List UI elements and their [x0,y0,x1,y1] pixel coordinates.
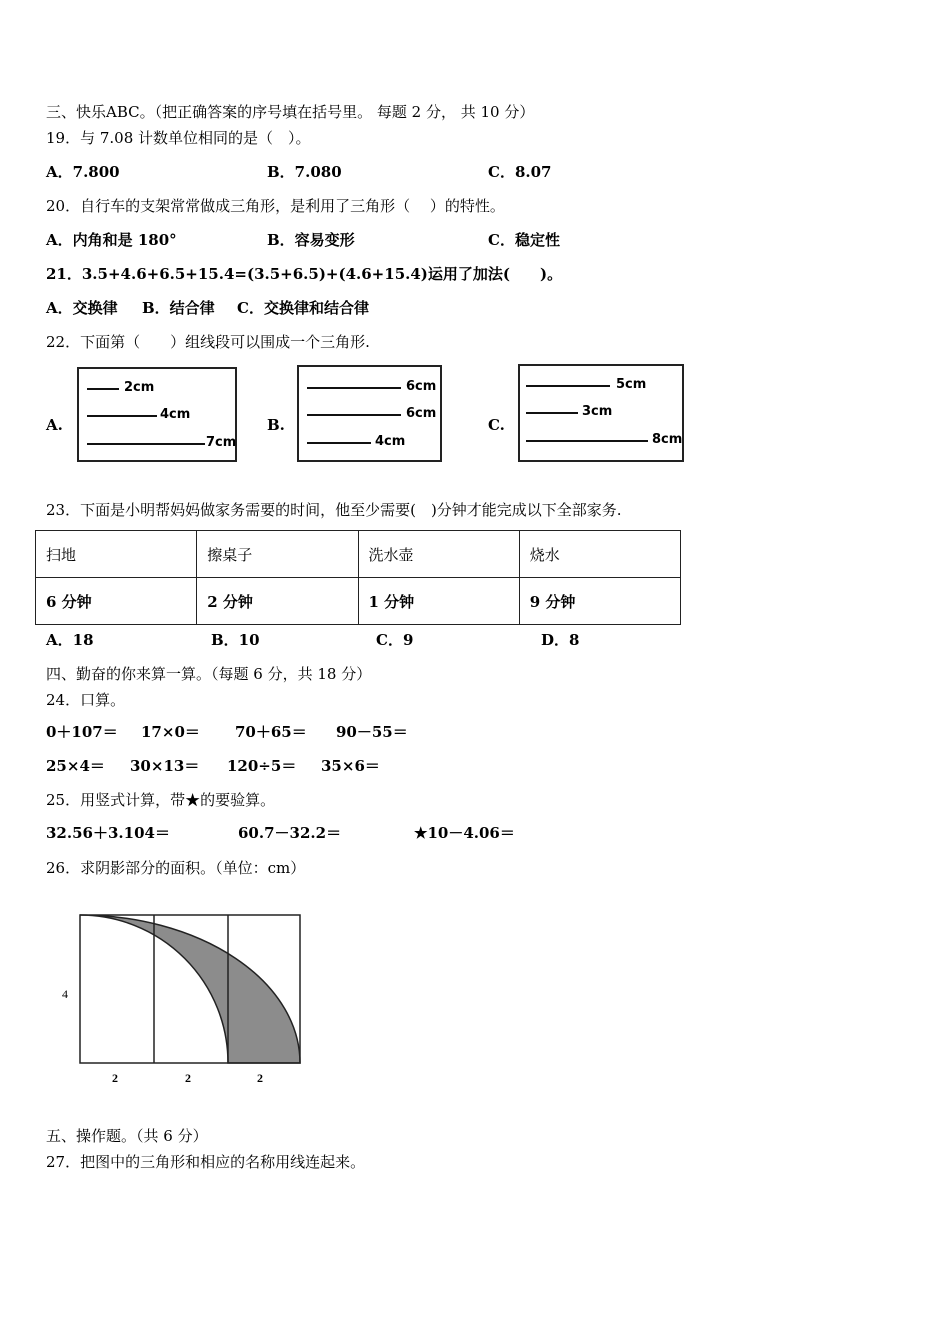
segment-a3-label: 7cm [206,435,237,450]
segment-c1 [526,385,610,387]
task-cell: 烧水 [519,531,680,578]
q21-option-c: C．交换律和结合律 [237,299,369,317]
segment-a1-label: 2cm [124,380,155,395]
q22-label-c: C. [488,416,505,434]
q23-chores-table [35,530,681,625]
segment-a2 [87,415,157,417]
q22-group-b-box [297,365,442,462]
q23-option-a: A．18 [46,631,94,649]
q25-item: 32.56＋3.104＝ [46,824,170,842]
segment-a2-label: 4cm [160,407,191,422]
q20-option-a: A．内角和是 180° [46,231,177,249]
time-cell: 9 分钟 [519,578,680,625]
q24-item: 17×0＝ [141,723,200,741]
table-row [36,578,681,625]
segment-b2-label: 6cm [406,406,437,421]
segment-b2 [307,414,401,416]
q21-option-b: B．结合律 [142,299,215,317]
q22-group-a-box [77,367,237,462]
q19-option-b: B．7.080 [267,163,342,181]
q24-item: 0＋107＝ [46,723,118,741]
q25-item: 60.7－32.2＝ [238,824,342,842]
q22-group-c-box [518,364,684,462]
q26-stem: 26．求阴影部分的面积。（单位：cm） [46,859,306,877]
section4-heading: 四、勤奋的你来算一算。（每题 6 分，共 18 分） [46,665,372,683]
q22-label-a: A. [46,416,63,434]
q24-item: 70＋65＝ [235,723,307,741]
q26-shaded-figure [50,900,320,1100]
q21-stem: 21．3.5+4.6+6.5+15.4=(3.5+6.5)+(4.6+15.4)运用了加法( )。 [46,265,563,283]
q20-stem: 20．自行车的支架常常做成三角形，是利用了三角形（ ）的特性。 [46,197,505,215]
task-cell: 扫地 [36,531,197,578]
height-label: 4 [62,987,68,1001]
q19-stem: 19．与 7.08 计数单位相同的是（ ）。 [46,129,311,147]
width-label: 2 [185,1071,191,1085]
q25-item: ★10－4.06＝ [414,824,515,842]
shaded-region [80,915,300,1063]
q22-stem: 22．下面第（ ）组线段可以围成一个三角形. [46,333,370,351]
q20-option-b: B．容易变形 [267,231,355,249]
q24-item: 35×6＝ [321,757,380,775]
q24-item: 120÷5＝ [227,757,297,775]
q19-option-a: A．7.800 [46,163,120,181]
time-cell: 2 分钟 [197,578,358,625]
q23-option-c: C．9 [376,631,414,649]
segment-a3 [87,443,205,445]
segment-c3 [526,440,648,442]
time-cell: 1 分钟 [358,578,519,625]
section5-heading: 五、操作题。（共 6 分） [46,1127,208,1145]
segment-c1-label: 5cm [616,377,647,392]
q21-option-a: A．交换律 [46,299,118,317]
segment-b1-label: 6cm [406,379,437,394]
q24-item: 30×13＝ [130,757,200,775]
section3-heading: 三、快乐ABC。（把正确答案的序号填在括号里。 每题 2 分， 共 10 分） [46,103,535,121]
segment-a1 [87,388,119,390]
segment-c2 [526,412,578,414]
table-row [36,531,681,578]
segment-b3 [307,442,371,444]
q23-stem: 23．下面是小明帮妈妈做家务需要的时间，他至少需要( )分钟才能完成以下全部家务. [46,501,622,519]
q23-option-b: B．10 [211,631,260,649]
q22-label-b: B. [267,416,285,434]
q24-item: 90－55＝ [336,723,408,741]
q24-stem: 24．口算。 [46,691,126,709]
time-cell: 6 分钟 [36,578,197,625]
q20-option-c: C．稳定性 [488,231,560,249]
q27-stem: 27．把图中的三角形和相应的名称用线连起来。 [46,1153,366,1171]
task-cell: 洗水壶 [358,531,519,578]
q19-option-c: C．8.07 [488,163,552,181]
segment-b3-label: 4cm [375,434,406,449]
segment-b1 [307,387,401,389]
task-cell: 擦桌子 [197,531,358,578]
width-label: 2 [112,1071,118,1085]
q25-stem: 25．用竖式计算，带★的要验算。 [46,791,276,809]
width-label: 2 [257,1071,263,1085]
q23-option-d: D．8 [541,631,580,649]
segment-c3-label: 8cm [652,432,683,447]
segment-c2-label: 3cm [582,404,613,419]
q24-item: 25×4＝ [46,757,105,775]
